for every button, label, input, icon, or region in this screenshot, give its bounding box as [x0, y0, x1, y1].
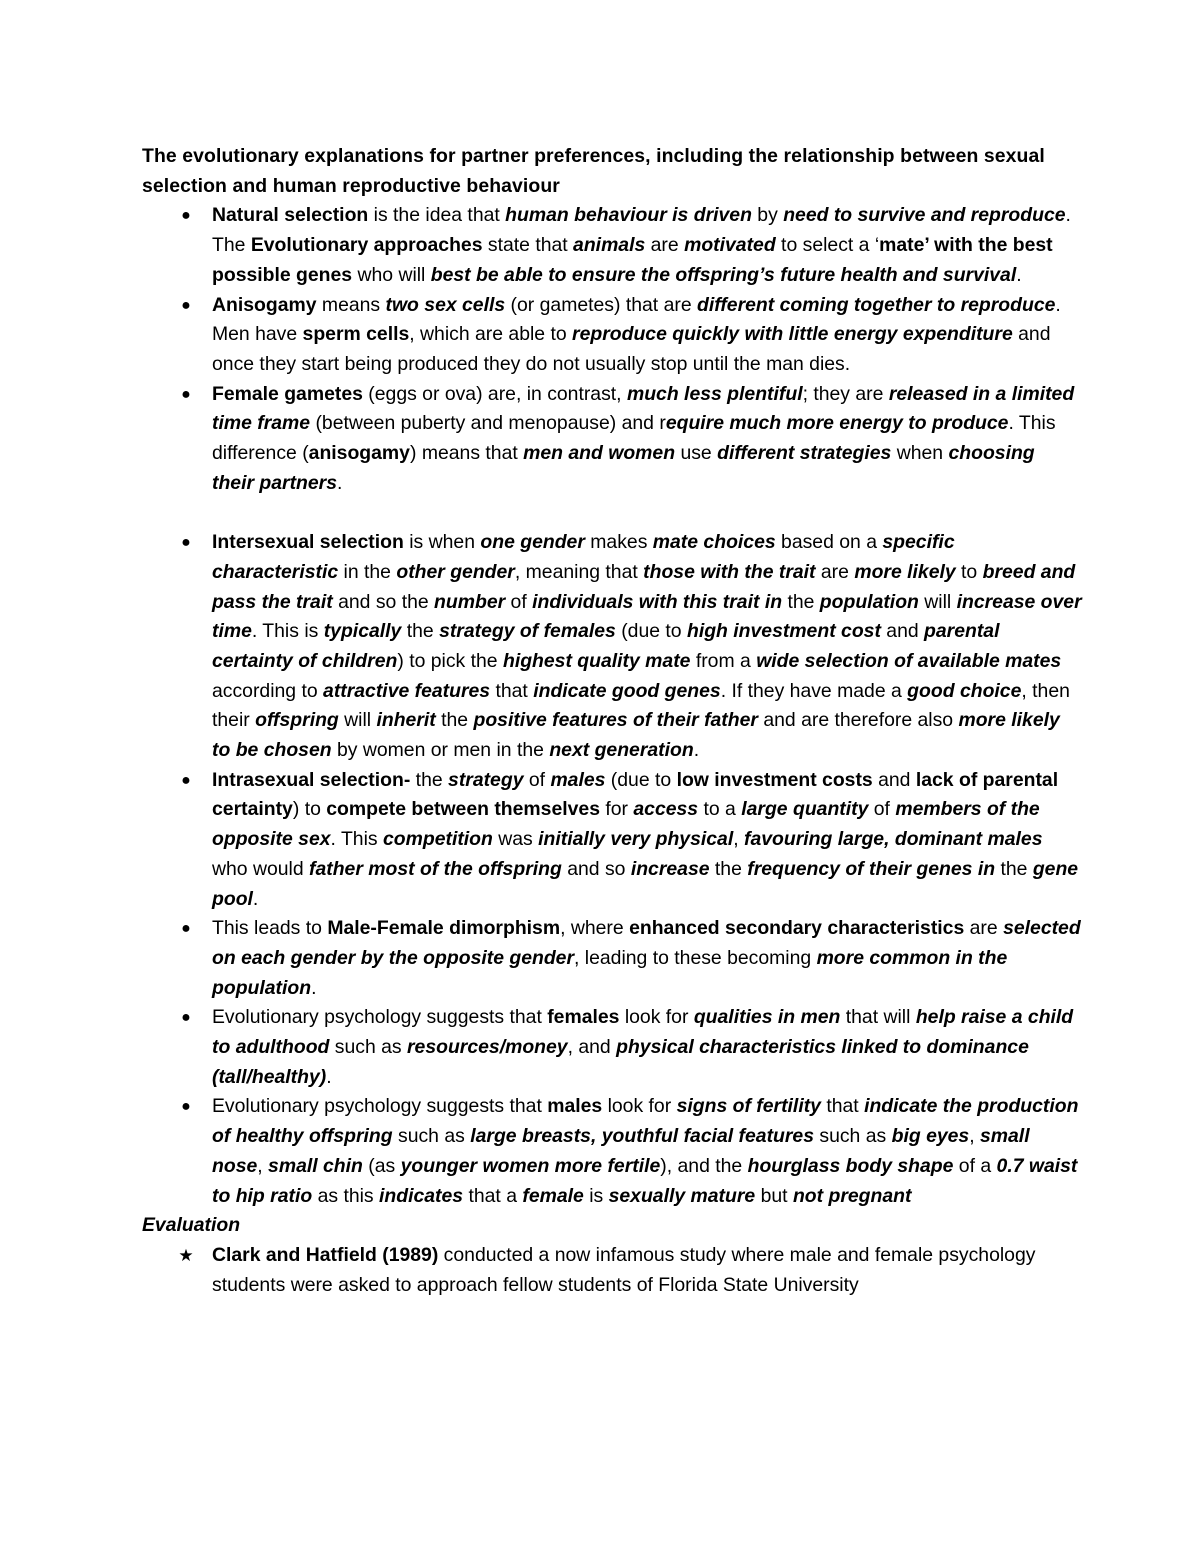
bullet-text	[212, 294, 1061, 375]
text-run: when	[891, 442, 949, 465]
text-run: Anisogamy	[212, 293, 317, 316]
text-run: of	[505, 590, 533, 613]
text-run: are	[645, 234, 685, 257]
text-run: Clark and Hatfield (1989)	[212, 1244, 439, 1266]
text-run: the	[782, 590, 820, 613]
text-run: , meaning that	[514, 560, 644, 583]
text-run: Evolutionary approaches	[250, 234, 483, 257]
text-run: This leads to	[212, 917, 328, 940]
text-run: population	[819, 590, 919, 613]
text-run: . This difference (	[212, 412, 1056, 465]
text-run: ) to	[292, 798, 327, 821]
text-run: low investment costs	[676, 768, 873, 791]
text-run: motivated	[684, 234, 776, 257]
text-run: .	[337, 471, 343, 494]
text-run: lack of parental certainty	[212, 768, 1059, 821]
text-run: .	[252, 887, 259, 910]
text-run: mate’ with the best possible genes	[212, 234, 1053, 286]
bullet-dot-icon: ●	[181, 1009, 191, 1027]
text-run: human behaviour is driven	[505, 204, 752, 227]
text-run: ,	[969, 1125, 980, 1148]
text-run: from a	[690, 649, 757, 672]
text-run: 0.7 waist to hip ratio	[212, 1154, 1078, 1207]
text-run: one gender	[480, 531, 585, 554]
text-run: compete between themselves	[326, 798, 600, 821]
text-run: favouring large, dominant males	[744, 828, 1043, 851]
text-run: sexually mature	[608, 1184, 756, 1207]
text-run: other gender	[396, 560, 515, 583]
text-run: by women or men in the	[331, 739, 550, 762]
text-run: . This	[330, 828, 383, 851]
text-run: .	[1016, 263, 1022, 286]
text-run: men and women	[523, 442, 676, 465]
document-heading: The evolutionary explanations for partner preferences, including the relationship between sexual selection and human reproductive behaviour	[142, 145, 1045, 197]
bullet-intersexual-selection	[142, 528, 1082, 766]
text-run: enhanced secondary characteristics	[629, 917, 965, 940]
text-run: will	[918, 590, 957, 613]
text-run: to select a ‘	[775, 234, 880, 257]
text-run: that	[490, 679, 534, 702]
bullet-dot-icon: ●	[181, 534, 191, 552]
text-run: but	[755, 1184, 793, 1207]
text-run: of	[523, 768, 551, 791]
text-run: more likely to be chosen	[212, 709, 1060, 762]
text-run: those with the trait	[643, 560, 816, 583]
text-run: such as	[329, 1036, 407, 1059]
text-run: ), and the	[660, 1154, 748, 1177]
bullet-text	[212, 383, 1074, 494]
text-run: big eyes	[891, 1125, 970, 1148]
bullet-natural-selection	[142, 201, 1082, 290]
evaluation-heading: Evaluation	[142, 1214, 241, 1237]
bullet-dot-icon: ●	[181, 207, 191, 225]
bullet-list-2	[142, 528, 1082, 1211]
text-run: strategy	[448, 768, 524, 791]
text-run: best be able to ensure the offspring’s future health and survival	[430, 263, 1017, 286]
text-run: will	[338, 709, 377, 732]
text-run: good choice	[907, 679, 1022, 702]
text-run: (eggs or ova) are, in contrast,	[362, 382, 627, 405]
text-run: much less plentiful	[626, 382, 803, 405]
text-run: qualities in men	[693, 1006, 841, 1029]
text-run: younger women more fertile	[400, 1154, 661, 1177]
text-run: small nose	[212, 1125, 1030, 1177]
text-run: and so the	[332, 590, 435, 613]
text-run: need to survive and reproduce	[783, 204, 1066, 227]
text-run: ) to pick the	[397, 649, 503, 672]
text-run: positive features of their father	[473, 709, 758, 732]
evaluation-list	[142, 1241, 1082, 1300]
bullet-dimorphism	[142, 914, 1082, 1003]
text-run: of a	[953, 1154, 997, 1177]
text-run: .	[311, 976, 317, 999]
text-run: Evolutionary psychology suggests that	[212, 1095, 548, 1118]
text-run: increase over time	[212, 590, 1082, 643]
text-run: physical characteristics linked to dominance (tall/healthy)	[212, 1036, 1029, 1088]
text-run: released in a limited time frame	[212, 382, 1075, 435]
text-run: look for	[619, 1006, 694, 1029]
bullet-text	[212, 917, 1081, 998]
text-run: , and	[567, 1036, 617, 1059]
text-run: based on a	[775, 531, 883, 554]
text-run: is	[583, 1184, 609, 1207]
text-run: small chin	[268, 1154, 363, 1177]
bullet-dot-icon: ●	[181, 385, 191, 403]
text-run: the	[709, 857, 748, 880]
text-run: inherit	[376, 709, 436, 732]
text-run: female	[522, 1184, 584, 1207]
text-run: , where	[560, 917, 630, 940]
bullet-anisogamy	[142, 291, 1082, 380]
text-run: the	[995, 857, 1033, 880]
text-run: to a	[698, 798, 742, 821]
text-run: different coming together to reproduce	[697, 293, 1056, 316]
text-run: that a	[463, 1184, 523, 1207]
bullet-text	[212, 204, 1071, 285]
bullet-male-preferences	[142, 1092, 1082, 1211]
bullet-dot-icon: ●	[181, 920, 191, 938]
text-run: who will	[352, 263, 431, 286]
bullet-list-1	[142, 201, 1082, 498]
text-run: ,	[257, 1154, 269, 1177]
bullet-intrasexual-selection	[142, 766, 1082, 915]
text-run: more common in the population	[212, 946, 1008, 999]
text-run: males	[547, 1095, 603, 1118]
text-run: offspring	[255, 709, 339, 732]
text-run: selected on each gender by the opposite gender	[212, 917, 1081, 969]
bullet-text	[212, 1006, 1073, 1087]
text-run: as this	[312, 1184, 380, 1207]
text-run: Female gametes	[212, 382, 363, 405]
bullet-dot-icon: ●	[181, 1098, 191, 1116]
text-run: who would	[212, 857, 310, 880]
text-run: , leading to these becoming	[574, 946, 817, 969]
text-run: (as	[362, 1154, 401, 1177]
text-run: frequency of their genes in	[747, 857, 996, 880]
text-run: highest quality mate	[502, 649, 691, 672]
text-run: more likely	[854, 560, 956, 583]
text-run: such as	[814, 1125, 892, 1148]
text-run: help raise a child to adulthood	[212, 1006, 1074, 1059]
bullet-female-preferences	[142, 1003, 1082, 1092]
text-run: animals	[573, 234, 646, 257]
bullet-female-gametes	[142, 380, 1082, 499]
text-run: members of the opposite sex	[212, 798, 1040, 851]
text-run: large breasts, youthful facial features	[470, 1125, 814, 1148]
text-run: signs of fertility	[676, 1095, 821, 1118]
star-icon: ★	[178, 1246, 194, 1265]
text-run: makes	[584, 531, 653, 554]
text-run: specific characteristic	[212, 531, 955, 583]
text-run: the	[401, 620, 440, 643]
bullet-dot-icon: ●	[181, 296, 191, 314]
text-run: Natural selection	[212, 204, 369, 227]
text-run: (between puberty and menopause) and r	[310, 412, 666, 435]
text-run: increase	[630, 857, 710, 880]
text-run: . The	[212, 204, 1071, 257]
text-run: competition	[382, 828, 493, 851]
text-run: . Men have	[212, 293, 1061, 346]
text-run: was	[492, 828, 539, 851]
text-run: the	[410, 768, 449, 791]
text-run: Intrasexual selection-	[212, 768, 411, 791]
text-run: means	[316, 293, 386, 316]
text-run: to	[955, 560, 983, 583]
text-run: are	[964, 917, 1004, 940]
evaluation-item-clark-hatfield	[142, 1241, 1082, 1300]
text-run: choosing their partners	[212, 442, 1035, 494]
text-run: wide selection of available mates	[756, 649, 1062, 672]
text-run: number	[434, 590, 506, 613]
text-run: according to	[212, 679, 324, 702]
text-run: gene pool	[212, 857, 1079, 910]
text-run: large quantity	[741, 798, 869, 821]
text-run: initially very physical	[538, 828, 734, 851]
text-run: and are therefore also	[757, 709, 959, 732]
text-run: and once they start being produced they do not usually stop until the man dies.	[212, 323, 1051, 375]
text-run: . This is	[251, 620, 324, 643]
bullet-text	[212, 531, 1082, 761]
text-run: Intersexual selection	[212, 531, 404, 554]
text-run: (or gametes) that are	[505, 293, 697, 316]
text-run: by	[751, 204, 784, 227]
text-run: the	[435, 709, 474, 732]
text-run: that will	[840, 1006, 916, 1029]
text-run: indicates	[379, 1184, 464, 1207]
text-run: ; they are	[802, 382, 889, 405]
bullet-dot-icon: ●	[181, 771, 191, 789]
text-run: for	[599, 798, 634, 821]
text-run: and so	[561, 857, 631, 880]
text-run: , then their	[212, 679, 1070, 732]
text-run: (due to	[605, 768, 677, 791]
text-run: .	[326, 1065, 332, 1088]
bullet-text	[212, 769, 1078, 910]
text-run: typically	[323, 620, 402, 643]
text-run: is the idea that	[368, 204, 506, 227]
text-run: look for	[602, 1095, 677, 1118]
text-run: males	[550, 768, 606, 791]
text-run: of	[868, 798, 896, 821]
text-run: parental certainty of children	[212, 620, 1000, 672]
text-run: equire much more energy to produce	[665, 412, 1009, 435]
text-run: individuals with this trait in	[532, 590, 783, 613]
text-run: are	[815, 560, 855, 583]
text-run: indicate the production of healthy offspring	[212, 1095, 1079, 1148]
text-run: father most of the offspring	[309, 857, 562, 880]
text-run: resources/money	[407, 1036, 568, 1059]
text-run: Male-Female dimorphism	[327, 917, 561, 940]
bullet-text	[212, 1095, 1078, 1206]
text-run: not pregnant	[792, 1184, 912, 1207]
evaluation-text	[212, 1244, 1035, 1296]
text-run: .	[693, 739, 700, 762]
text-run: reproduce quickly with little energy expenditure	[572, 323, 1013, 346]
text-run: indicate good genes	[533, 679, 721, 702]
text-run: different strategies	[717, 442, 892, 465]
text-run: breed and pass the trait	[212, 560, 1076, 613]
text-run: in the	[338, 560, 397, 583]
text-run: is when	[403, 531, 481, 554]
text-run: next generation	[549, 739, 694, 762]
text-run: sperm cells	[302, 323, 410, 346]
text-run: Evolutionary psychology suggests that	[212, 1006, 548, 1029]
document-content	[142, 142, 1082, 1300]
blank-line	[142, 498, 1082, 528]
text-run: females	[547, 1006, 620, 1029]
text-run: such as	[392, 1125, 471, 1148]
text-run: that	[820, 1095, 865, 1118]
text-run: , which are able to	[409, 323, 573, 346]
text-run: . If they have made a	[720, 679, 908, 702]
text-run: state that	[482, 234, 574, 257]
text-run: access	[633, 798, 699, 821]
text-run: and	[880, 620, 925, 643]
text-run: conducted a now infamous study where male and female psychology students were asked to approach fellow students of Florida State University	[212, 1244, 1036, 1296]
text-run: mate choices	[652, 531, 776, 554]
text-run: ,	[733, 828, 745, 851]
text-run: hourglass body shape	[747, 1154, 954, 1177]
text-run: attractive features	[323, 679, 491, 702]
text-run: anisogamy	[308, 442, 410, 465]
text-run: ) means that	[409, 442, 524, 465]
text-run: and	[872, 768, 916, 791]
text-run: (due to	[615, 620, 687, 643]
text-run: two sex cells	[385, 293, 506, 316]
text-run: strategy of females	[439, 620, 616, 643]
text-run: high investment cost	[686, 620, 881, 643]
text-run: use	[675, 442, 718, 465]
